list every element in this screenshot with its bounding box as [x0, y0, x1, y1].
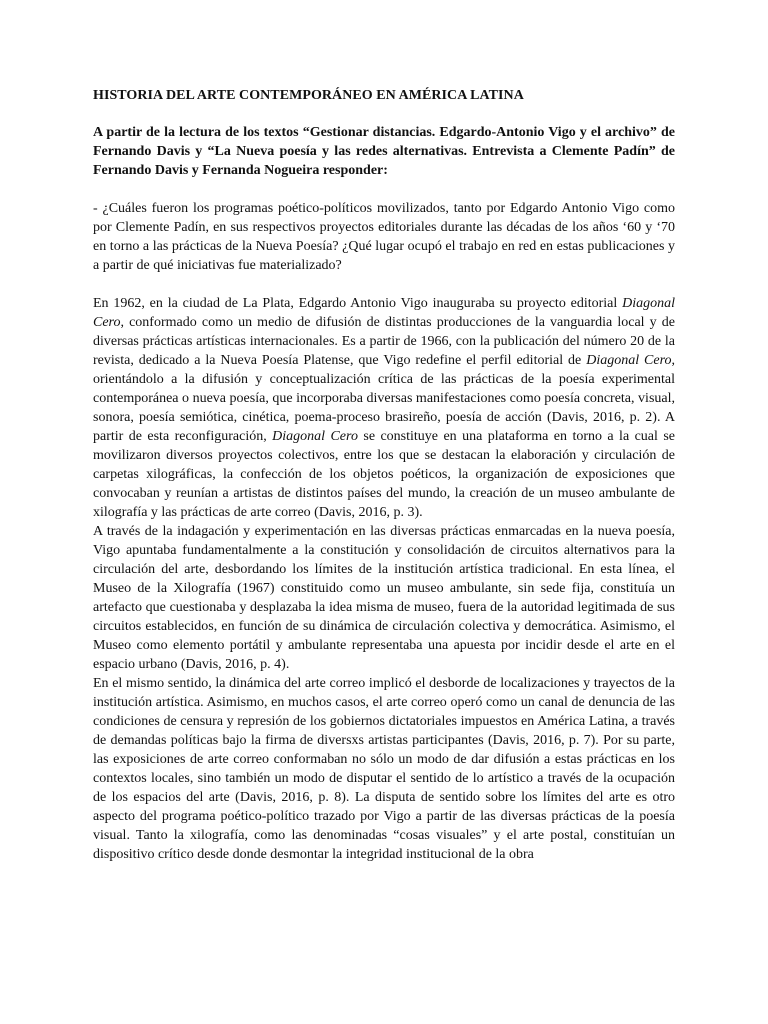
paragraph-1: [93, 294, 675, 522]
document-body: [93, 86, 675, 864]
paragraph-3: En el mismo sentido, la dinámica del arte correo implicó el desborde de localizaciones y trayectos de la institución artística. Asimismo, en muchos casos, el arte correo operó como un canal de denuncia de las condiciones de censura y represión de los gobiernos dictatoriales impuestos en América Latina, a través de demandas políticas bajo la firma de diversxs artistas participantes (Davis, 2016, p. 7). Por su parte, las exposiciones de arte correo conformaban no sólo un modo de dar difusión a estas prácticas en los contextos locales, sino también un modo de disputar el sentido de lo artístico a través de la ocupación de los espacios del arte (Davis, 2016, p. 8). La disputa de sentido sobre los límites del arte es otro aspecto del programa poético-político trazado por Vigo a partir de las diversas prácticas de la poesía visual. Tanto la xilografía, como las denominadas “cosas visuales” y el arte postal, constituían un dispositivo crítico desde donde desmontar la integridad institucional de la obra: [93, 676, 675, 862]
paragraph-1-text-c: , conformado como un medio de difusión de distintas producciones de la vanguardia local y de diversas prácticas artísticas internacionales. Es a partir de 1966, con la publicación del número 20 de la revista, dedicado a la Nueva Poesía Platense, que Vigo redefine el perfil editorial de: [93, 315, 675, 368]
paragraph-1-text-a: En 1962, en la ciudad de La Plata, Edgardo Antonio Vigo inauguraba su proyecto editorial: [93, 296, 623, 311]
document-title: HISTORIA DEL ARTE CONTEMPORÁNEO EN AMÉRICA LATINA: [93, 88, 524, 103]
paragraph-1-text-g: se constituye en una plataforma en torno a la cual se movilizaron diversos proyectos colectivos, entre los que se destacan la elaboración y circulación de carpetas xilográficas, la confección de los objetos poéticos, la organización de exposiciones que convocaban y reunían a artistas de distintos países del mundo, la creación de un museo ambulante de xilografía y las prácticas de arte correo (Davis, 2016, p. 3).: [93, 429, 676, 520]
assignment-question: - ¿Cuáles fueron los programas poético-políticos movilizados, tanto por Edgardo Antonio Vigo como por Clemente Padín, en sus respectivos proyectos editoriales durante las décadas de los años ‘60 y ‘70 en torno a las prácticas de la Nueva Poesía? ¿Qué lugar ocupó el trabajo en red en estas publicaciones y a partir de qué iniciativas fue materializado?: [93, 201, 675, 273]
paragraph-2: A través de la indagación y experimentación en las diversas prácticas enmarcadas en la nueva poesía, Vigo apuntaba fundamentalmente a la constitución y consolidación de circuitos alternativos para la circulación del arte, desbordando los límites de la institución artística tradicional. En esta línea, el Museo de la Xilografía (1967) constituido como un museo ambulante, sin sede fija, constituía un artefacto que cuestionaba y desplazaba la idea misma de museo, fuera de la autoridad legitimada de sus circuitos establecidos, en función de su dinámica de circulación colectiva y democrática. Asimismo, el Museo como elemento portátil y ambulante representaba una apuesta por incidir desde el arte en el espacio urbano (Davis, 2016, p. 4).: [93, 524, 675, 672]
assignment-prompt: A partir de la lectura de los textos “Gestionar distancias. Edgardo-Antonio Vigo y el archivo” de Fernando Davis y “La Nueva poesía y las redes alternativas. Entrevista a Clemente Padín” de Fernando Davis y Fernanda Nogueira responder:: [93, 125, 675, 178]
publication-title: Diagonal Cero: [272, 429, 358, 444]
publication-title: Diagonal Cero: [93, 296, 675, 330]
publication-title: Diagonal Cero: [586, 353, 672, 368]
paragraph-1-text-e: , orientándolo a la difusión y conceptualización crítica de las prácticas de la poesía experimental contemporánea o nueva poesía, que incorporaba diversas manifestaciones como poesía concreta, visual, sonora, poesía semiótica, cinética, poema-proceso brasireño, poesía de acción (Davis, 2016, p. 2). A partir de esta reconfiguración,: [93, 353, 676, 444]
